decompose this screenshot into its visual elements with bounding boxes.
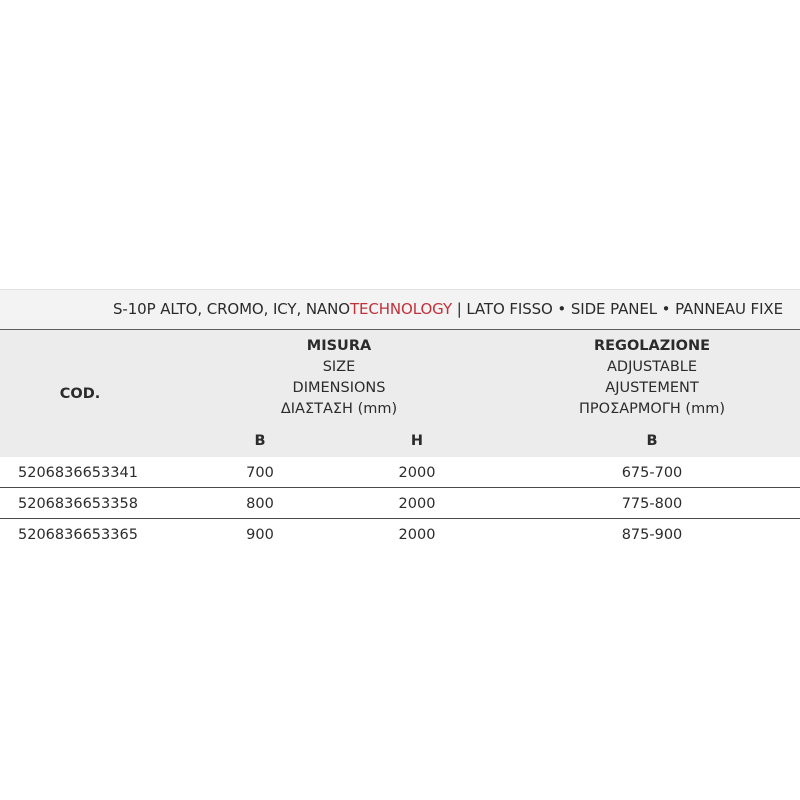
title-part-2: | LATO FISSO • SIDE PANEL • PANNEAU FIXE (452, 300, 783, 318)
cell-b: 700 (246, 465, 274, 481)
table-row (0, 457, 800, 488)
header-misura-line-4: ΔΙΑΣΤΑΣΗ (mm) (280, 401, 398, 417)
table-title-bar (0, 289, 800, 330)
subheader-h: H (410, 433, 424, 449)
header-misura (239, 336, 439, 420)
title-part-1: S-10P ALTO, CROMO, ICY, NANO (113, 300, 350, 318)
subheader-b: B (254, 433, 266, 449)
cell-cod: 5206836653358 (18, 496, 138, 512)
cell-regolazione: 775-800 (621, 496, 683, 512)
table-row (0, 488, 800, 519)
cell-regolazione: 675-700 (621, 465, 683, 481)
cell-h: 2000 (398, 465, 436, 481)
header-regolazione-line-2: ADJUSTABLE (606, 359, 698, 375)
header-cod: COD. (59, 386, 101, 402)
cell-regolazione: 875-900 (621, 527, 683, 543)
cell-h: 2000 (398, 527, 436, 543)
header-regolazione-line-3: AJUSTEMENT (605, 380, 699, 396)
header-misura-line-1: MISURA (306, 338, 372, 354)
table-header (0, 330, 800, 457)
cell-h: 2000 (398, 496, 436, 512)
cell-b: 800 (246, 496, 274, 512)
table-title (113, 299, 783, 319)
cell-cod: 5206836653341 (18, 465, 138, 481)
table-body (0, 457, 800, 550)
subheader-b-regolazione: B (646, 433, 658, 449)
cell-b: 900 (246, 527, 274, 543)
header-regolazione (552, 336, 752, 420)
header-misura-line-2: SIZE (322, 359, 356, 375)
header-regolazione-line-1: REGOLAZIONE (593, 338, 711, 354)
header-misura-line-3: DIMENSIONS (292, 380, 386, 396)
header-regolazione-line-4: ΠΡΟΣΑΡΜΟΓΗ (mm) (579, 401, 725, 417)
cell-cod: 5206836653365 (18, 527, 138, 543)
table-row (0, 519, 800, 550)
title-accent: TECHNOLOGY (349, 300, 453, 318)
